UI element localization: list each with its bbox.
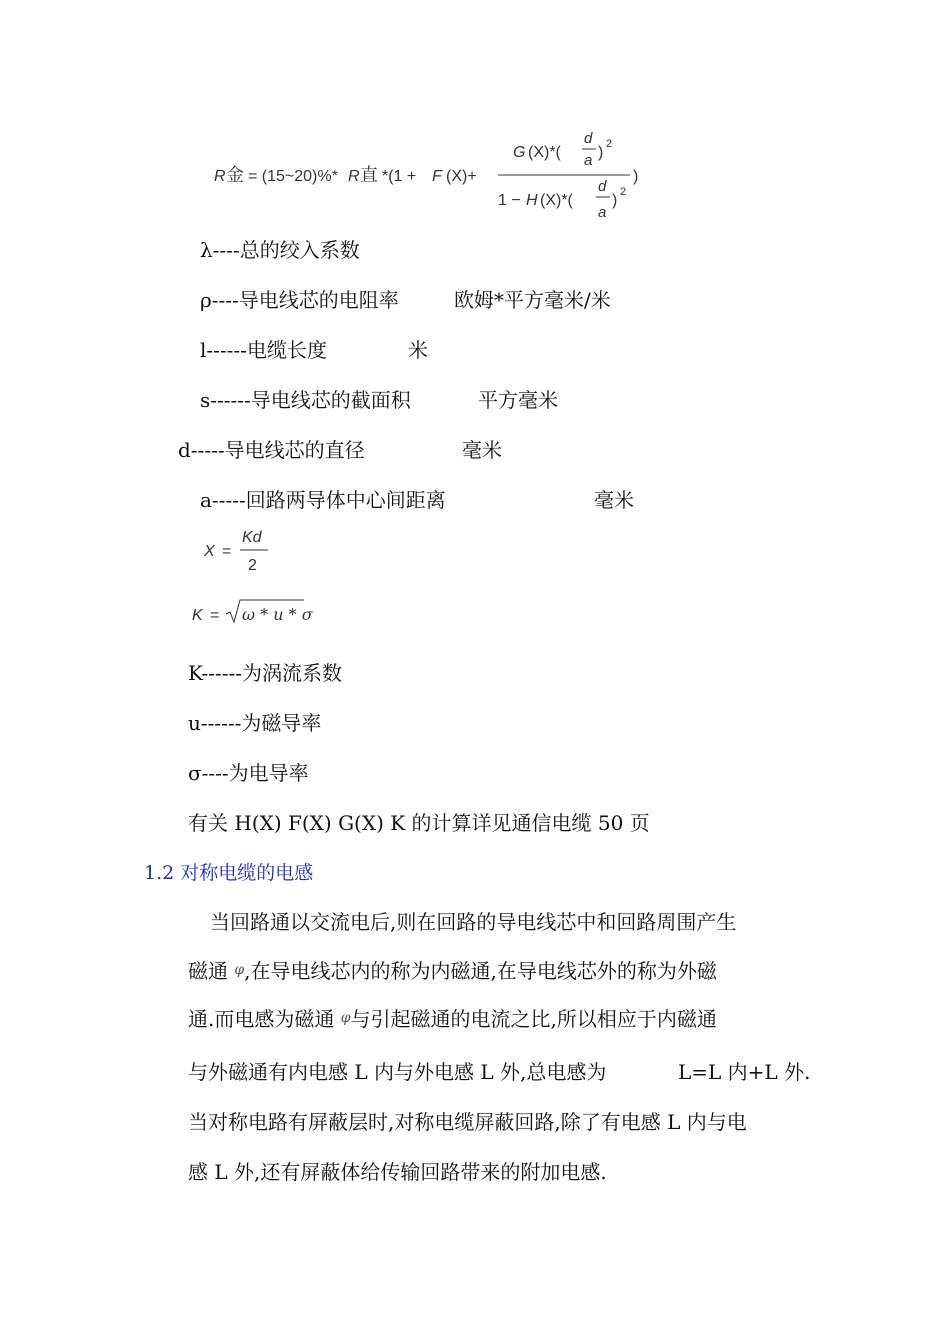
paragraph-line-3 (188, 1006, 717, 1031)
paragraph-line-4a: 与外磁通有内电感 L 内与外电感 L 外,总电感为 (188, 1060, 607, 1084)
paragraph-line-3b: 与引起磁通的电流之比,所以相应于内磁通 (350, 1007, 717, 1031)
formula-den-close: ) (612, 192, 618, 209)
formula-num-exp: 2 (606, 138, 613, 150)
paragraph-line-4 (188, 1060, 606, 1084)
formula-FX: (X)+ (446, 168, 477, 185)
definition-lambda: λ----总的绞入系数 (200, 238, 360, 262)
paragraph-line-2a: 磁通 (188, 959, 235, 983)
definition-u: u------为磁导率 (188, 711, 322, 735)
reference-note: 有关 H(X) F(X) G(X) K 的计算详见通信电缆 50 页 (188, 811, 650, 835)
formula-x (202, 524, 282, 576)
formula-final-paren: ) (633, 168, 639, 185)
phi-symbol: φ (234, 962, 245, 978)
formula-x-eq: = (222, 543, 232, 560)
formula-den-d: d (598, 178, 607, 195)
formula-num-d: d (584, 130, 593, 147)
formula-num-a: a (584, 152, 593, 169)
definition-a: a-----回路两导体中心间距离 (200, 488, 446, 512)
formula-x-lhs: X (204, 543, 215, 560)
definition-rho-unit: 欧姆*平方毫米/米 (454, 288, 611, 312)
definition-d-unit: 毫米 (462, 438, 502, 462)
formula-x-den: 2 (248, 557, 257, 574)
definition-rho: ρ----导电线芯的电阻率 (200, 288, 399, 312)
formula-den-rest: (X)*( (540, 192, 573, 209)
paragraph-line-1: 当回路通以交流电后,则在回路的导电线芯中和回路周围产生 (210, 910, 737, 934)
formula-equals: = (15~20)%* (248, 168, 338, 185)
formula-den-H: H (526, 192, 538, 209)
formula-den-a: a (598, 204, 607, 221)
formula-k-lhs: K (192, 607, 203, 624)
formula-R-sub: 金 (226, 165, 244, 186)
formula-num-G: G (513, 144, 526, 161)
formula-x-num: Kd (242, 529, 262, 546)
formula-R2-sub: 直 (360, 165, 378, 186)
section-heading: 1.2 对称电缆的电感 (144, 862, 314, 884)
formula-F: F (432, 168, 442, 185)
definition-a-unit: 毫米 (594, 488, 634, 512)
formula-num-rest: (X)*( (528, 144, 561, 161)
formula-resistance (210, 125, 650, 225)
definition-k: K------为涡流系数 (188, 661, 343, 685)
formula-k (190, 596, 320, 628)
definition-s-unit: 平方毫米 (478, 388, 558, 412)
formula-k-eq: = (210, 607, 220, 624)
formula-num-close: ) (598, 144, 604, 161)
definition-l: l------电缆长度 (200, 338, 327, 362)
formula-R2: R (348, 168, 360, 185)
paragraph-line-4b: L=L 内+L 外. (678, 1060, 811, 1084)
definition-d: d-----导电线芯的直径 (178, 438, 365, 462)
formula-den-prefix: 1 − (498, 192, 521, 209)
paragraph-line-3a: 通.而电感为磁通 (188, 1007, 341, 1031)
definition-s: s------导电线芯的截面积 (200, 388, 411, 412)
phi-symbol-2: φ (340, 1010, 351, 1026)
paragraph-line-6: 感 L 外,还有屏蔽体给传输回路带来的附加电感. (188, 1160, 607, 1184)
paragraph-line-5: 当对称电路有屏蔽层时,对称电缆屏蔽回路,除了有电感 L 内与电 (188, 1110, 747, 1134)
formula-mid: *(1 + (382, 168, 417, 185)
formula-den-exp: 2 (620, 186, 627, 198)
definition-l-unit: 米 (408, 338, 428, 362)
paragraph-line-2b: ,在导电线芯内的称为内磁通,在导电线芯外的称为外磁 (244, 959, 717, 983)
paragraph-line-2 (188, 958, 717, 983)
definition-sigma: σ----为电导率 (188, 761, 309, 785)
formula-k-radicand: ω * u * σ (242, 605, 313, 624)
formula-R: R (214, 168, 226, 185)
